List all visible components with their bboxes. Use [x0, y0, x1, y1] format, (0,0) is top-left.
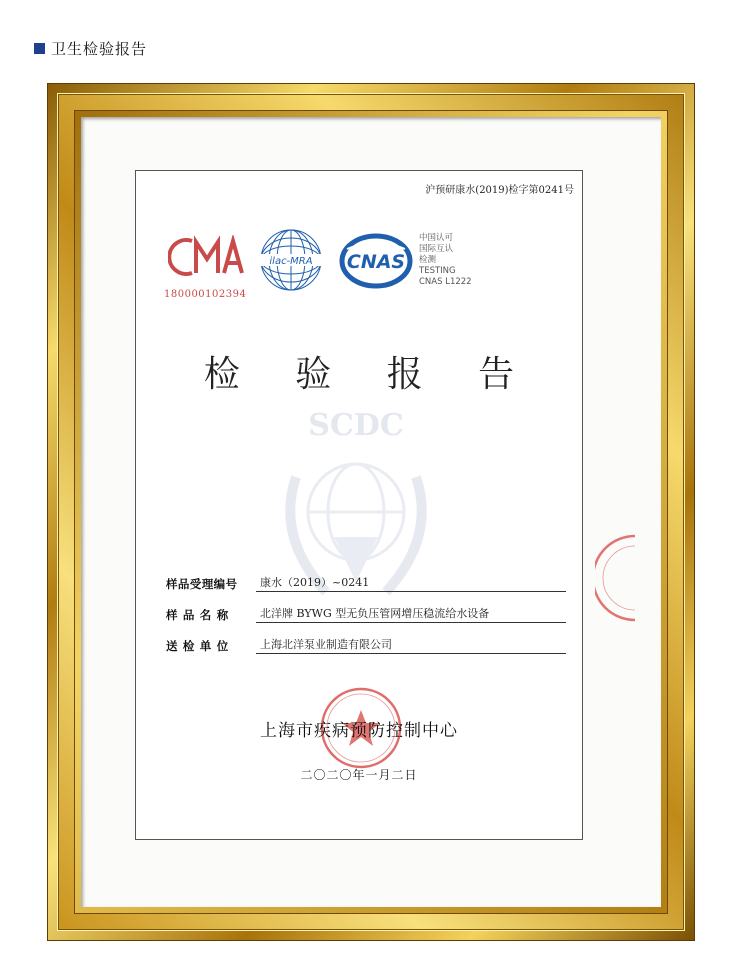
section-square-icon — [34, 43, 45, 54]
field-value: 北洋牌 BYWG 型无负压管网增压稳流给水设备 — [256, 605, 566, 623]
field-row-submitting-unit — [166, 636, 566, 654]
field-label: 样品受理编号 — [166, 577, 238, 591]
gold-picture-frame — [48, 84, 694, 940]
document-number: 沪预研康水(2019)检字第0241号 — [425, 185, 574, 196]
field-row-sample-id — [166, 574, 566, 592]
inspection-report-document — [135, 170, 583, 840]
svg-text:ilac-MRA: ilac-MRA — [269, 256, 313, 267]
cnas-logo-icon — [339, 233, 413, 289]
cma-logo-icon — [168, 235, 246, 279]
issue-date: 二〇二〇年一月二日 — [300, 768, 418, 782]
field-value: 康水（2019）~0241 — [256, 574, 566, 592]
cma-number: 180000102394 — [164, 289, 247, 300]
field-label: 样品名称 — [166, 608, 234, 622]
field-value: 上海北洋泵业制造有限公司 — [256, 636, 566, 654]
section-title: 卫生检验报告 — [51, 39, 148, 58]
field-label: 送检单位 — [166, 639, 234, 653]
ilac-mra-logo-icon — [256, 227, 326, 293]
cnas-accreditation-text: 中国认可 国际互认 检测 TESTING CNAS L1222 — [419, 233, 472, 287]
svg-text:SCDC: SCDC — [308, 408, 404, 443]
svg-text:CNAS: CNAS — [346, 251, 406, 273]
scdc-watermark-icon — [256, 407, 456, 627]
issuing-authority: 上海市疾病预防控制中心 — [260, 721, 458, 741]
partial-seal-icon — [595, 532, 635, 624]
field-row-sample-name — [166, 605, 566, 623]
report-title: 检 验 报 告 — [203, 354, 537, 395]
section-header — [34, 38, 147, 58]
